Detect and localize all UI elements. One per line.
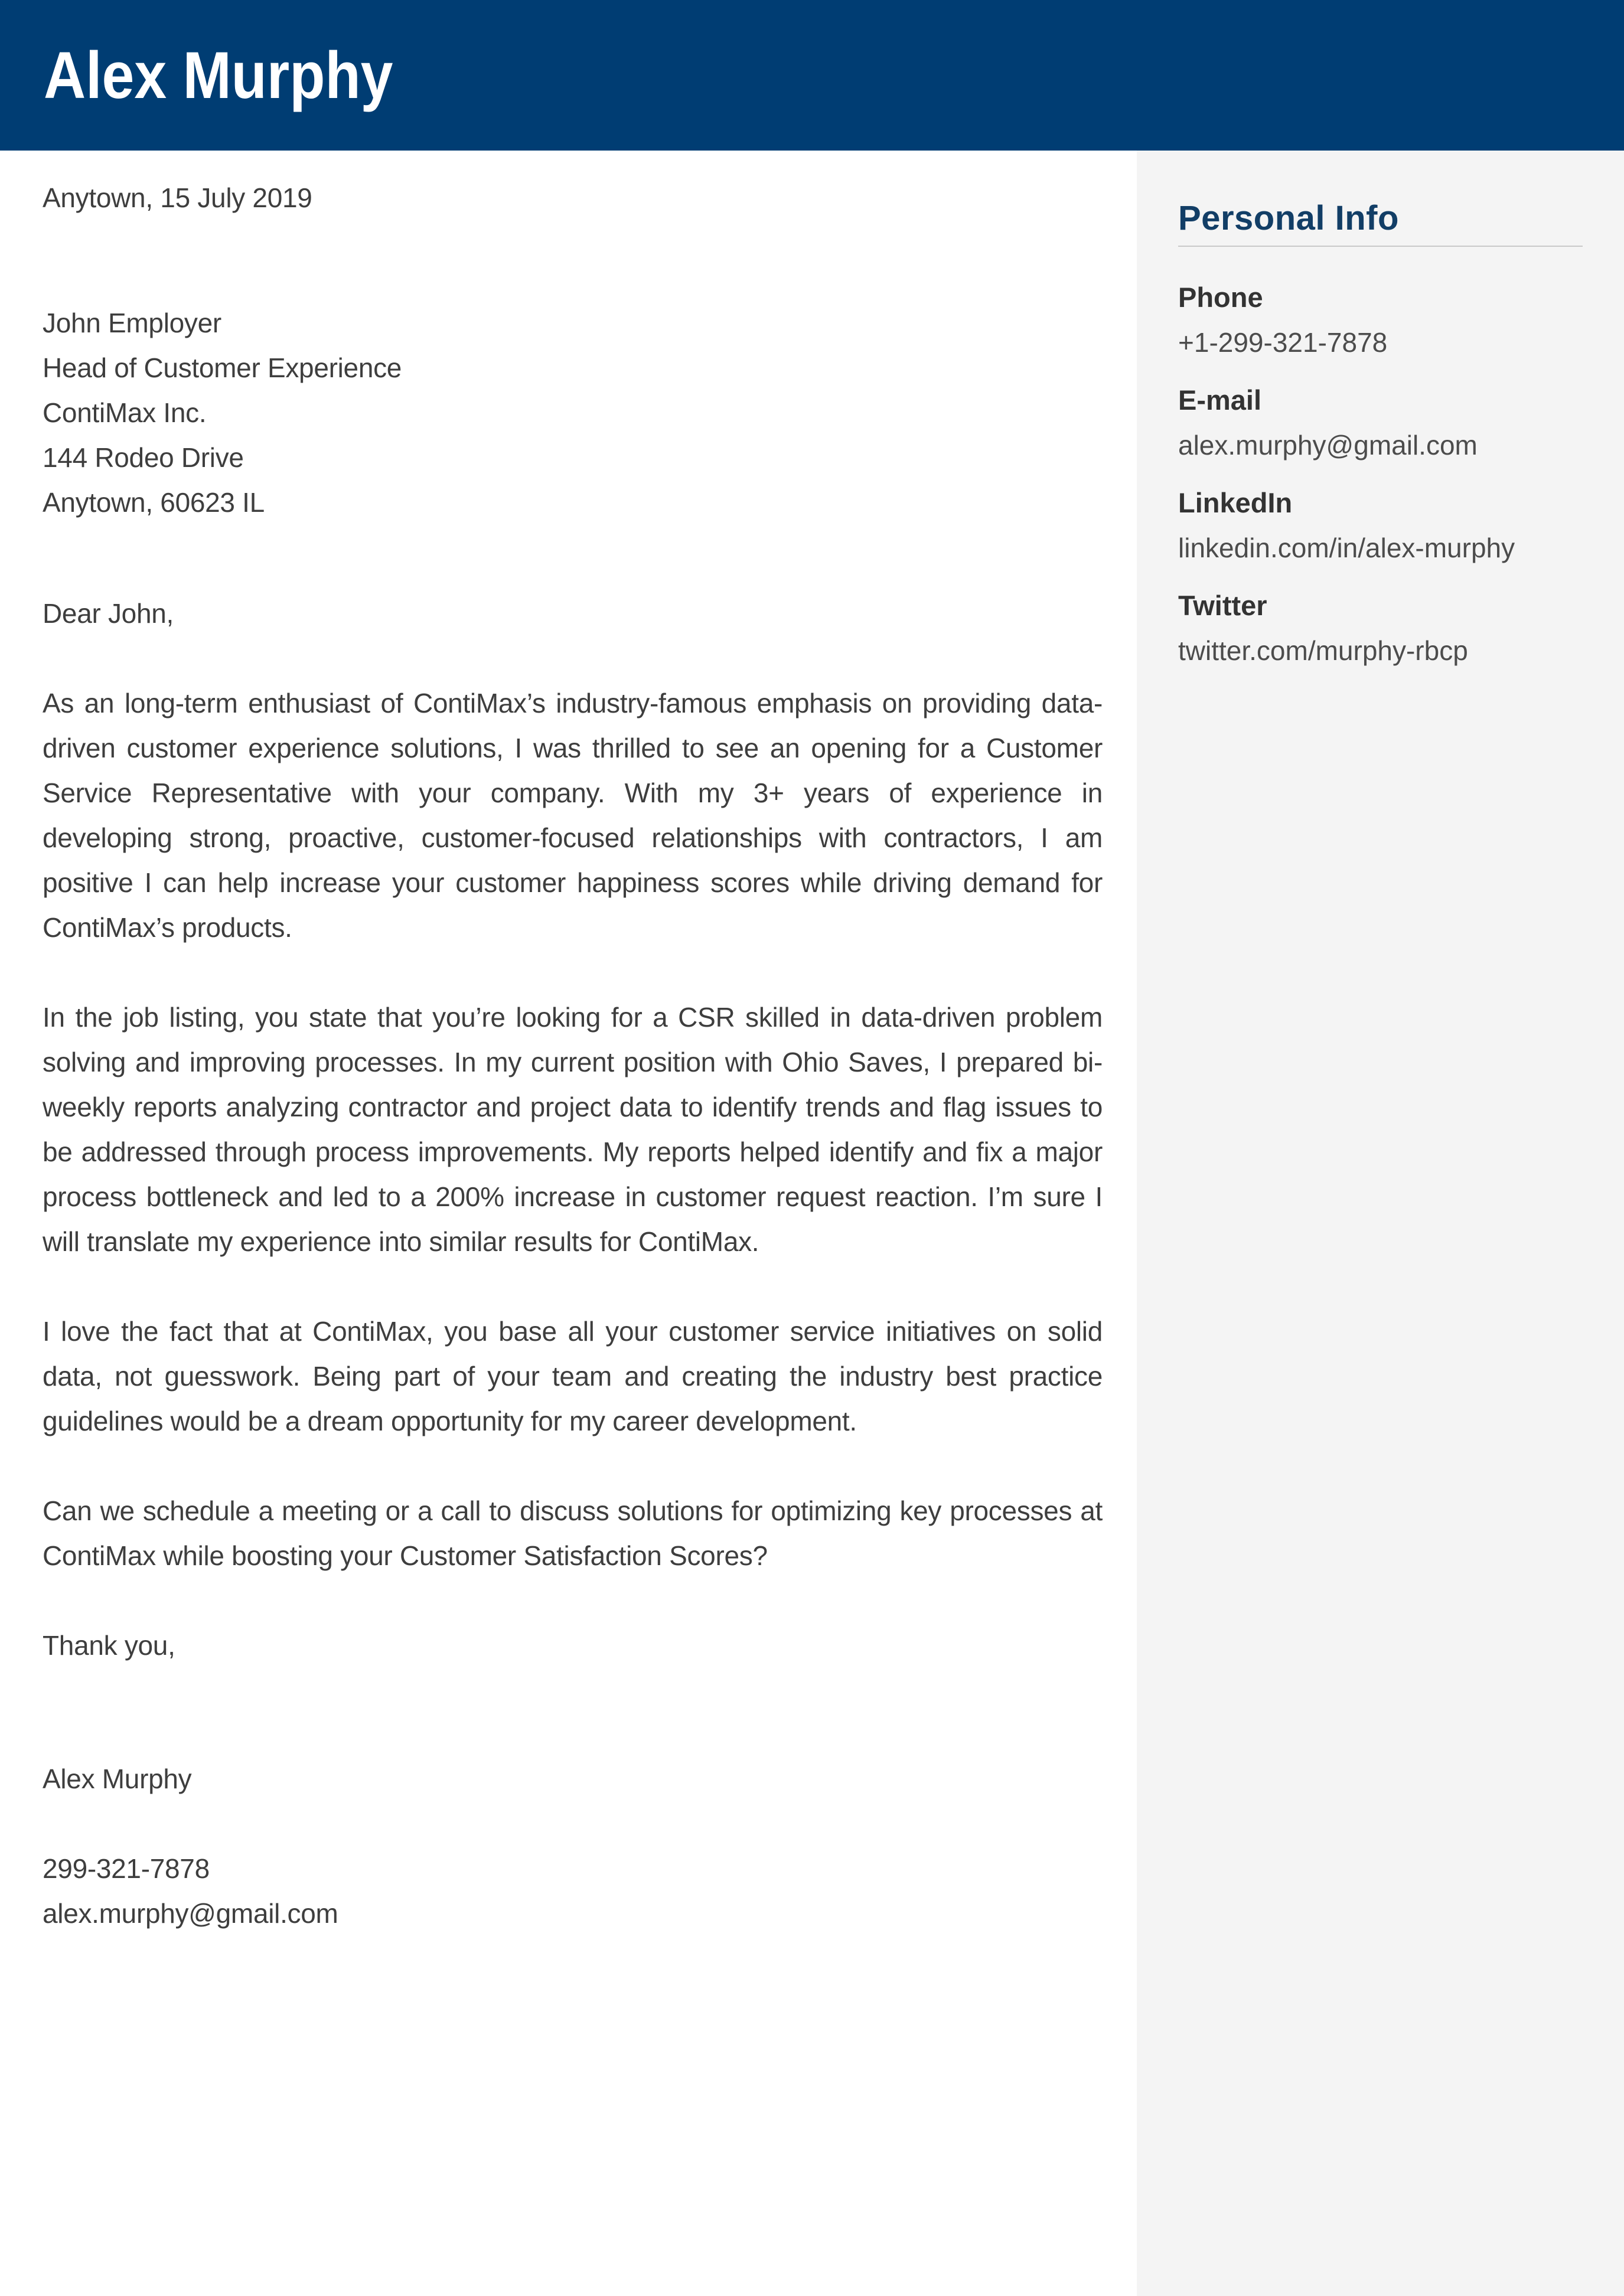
signature-email: alex.murphy@gmail.com	[43, 1898, 338, 1929]
signature-name: Alex Murphy	[43, 1763, 192, 1794]
paragraph-cta: Can we schedule a meeting or a call to discuss solutions for optimizing key processes at ContiMax while boosting your Customer Satisfaction Scores?	[43, 1495, 1103, 1571]
applicant-name: Alex Murphy	[44, 38, 393, 112]
twitter-label: Twitter	[1178, 590, 1267, 621]
phone-label: Phone	[1178, 282, 1263, 313]
email-value: alex.murphy@gmail.com	[1178, 430, 1478, 460]
closing: Thank you,	[43, 1630, 175, 1661]
paragraph-motivation: I love the fact that at ContiMax, you base all your customer service initiatives on solid data, not guesswork. Being part of your team and creating the industry best practice guidelines would be a dream opportunity for my career development.	[43, 1316, 1103, 1436]
paragraph-experience: In the job listing, you state that you’re looking for a CSR skilled in data-driven problem solving and improving processes. In my current position with Ohio Saves, I prepared bi-weekly reports analyzing contractor and project data to identify trends and flag issues to be addressed through process improvements. My reports helped identify and fix a major process bottleneck and led to a 200% increase in customer request reaction. I’m sure I will translate my experience into similar results for ContiMax.	[43, 1002, 1103, 1257]
sidebar-item-linkedin	[1178, 481, 1583, 570]
sidebar-item-email	[1178, 378, 1583, 468]
recipient-company: ContiMax Inc.	[43, 397, 207, 428]
phone-value: +1-299-321-7878	[1178, 327, 1388, 358]
sidebar-divider	[1178, 246, 1583, 247]
linkedin-value: linkedin.com/in/alex-murphy	[1178, 533, 1515, 563]
signature-contact-block	[43, 1846, 1103, 1936]
email-label: E-mail	[1178, 384, 1262, 416]
letter-body	[43, 151, 1103, 1936]
salutation: Dear John,	[43, 598, 174, 629]
linkedin-label: LinkedIn	[1178, 487, 1293, 518]
sidebar-item-phone	[1178, 275, 1583, 365]
recipient-street: 144 Rodeo Drive	[43, 442, 244, 473]
signature-phone: 299-321-7878	[43, 1853, 210, 1884]
sidebar-item-twitter	[1178, 583, 1583, 673]
sidebar-title: Personal Info	[1178, 199, 1399, 237]
paragraph-intro: As an long-term enthusiast of ContiMax’s industry-famous emphasis on providing data-driven customer experience solutions, I was thrilled to see an opening for a Customer Service Representative with your company. With my 3+ years of experience in developing strong, proactive, customer-focused relationships with contractors, I am positive I can help increase your customer happiness scores while driving demand for ContiMax’s products.	[43, 688, 1103, 943]
recipient-block	[43, 301, 1103, 525]
recipient-title: Head of Customer Experience	[43, 352, 402, 383]
recipient-city: Anytown, 60623 IL	[43, 487, 265, 518]
personal-info-sidebar	[1137, 151, 1624, 2296]
letter-date: Anytown, 15 July 2019	[43, 182, 312, 213]
twitter-value: twitter.com/murphy-rbcp	[1178, 635, 1468, 666]
header-band	[0, 0, 1624, 151]
recipient-name: John Employer	[43, 308, 221, 338]
